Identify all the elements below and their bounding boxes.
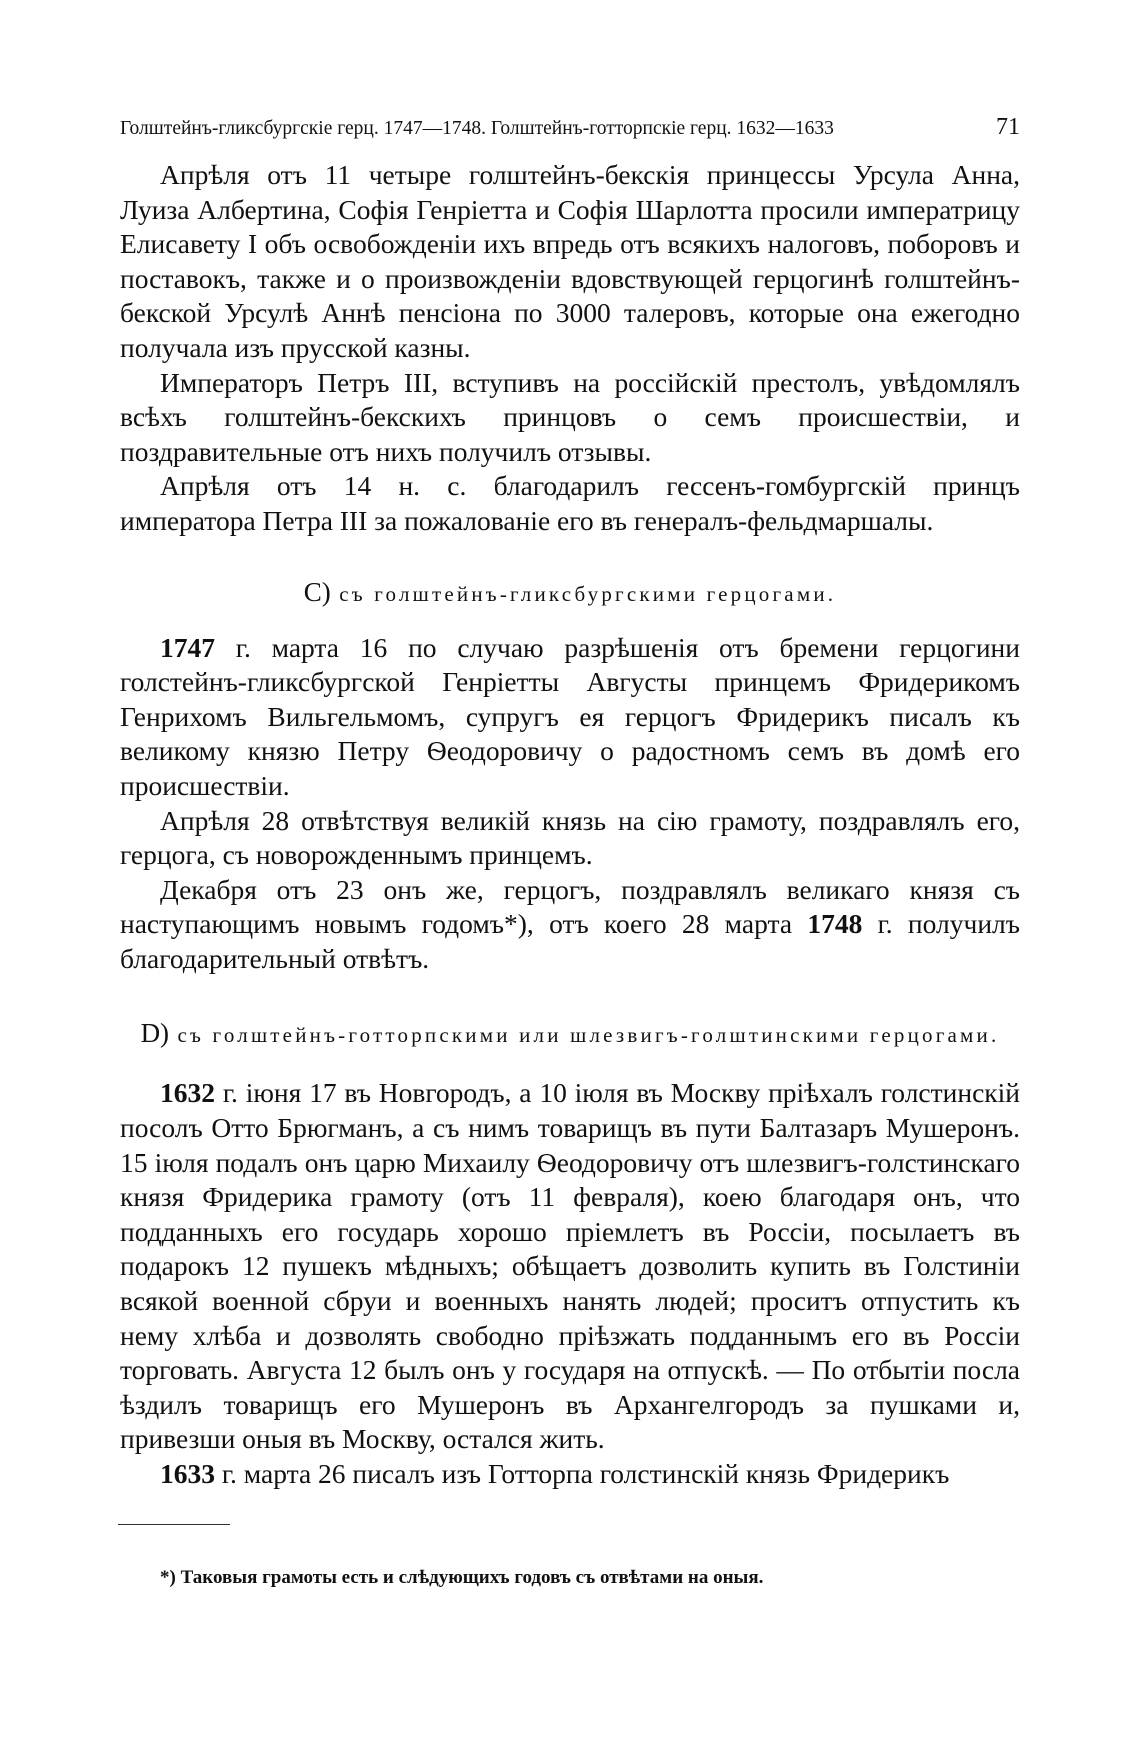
section-heading: [120, 577, 1020, 609]
section-heading: [120, 1018, 1020, 1050]
section-letter: C): [303, 576, 331, 607]
section-intro: [120, 158, 1020, 539]
section-title: съ голштейнъ-гликсбургскими герцогами.: [339, 581, 837, 606]
paragraph: [120, 873, 1020, 977]
year-label: 1632: [160, 1077, 215, 1109]
year-label: 1748: [807, 908, 863, 940]
paragraph: [120, 158, 1020, 366]
section-letter: D): [140, 1018, 170, 1049]
paragraph-text: г. получилъ благодарительный отвѣтъ.: [120, 908, 1020, 974]
paragraph: [120, 469, 1020, 538]
footnote: *) Таковыя грамоты есть и слѣдующихъ годовъ съ отвѣтами на оныя.: [160, 1567, 764, 1588]
paragraph: [120, 631, 1020, 804]
page-number: 71: [996, 116, 1020, 140]
paragraph-text: г. марта 16 по случаю разрѣшенія отъ бремени герцогини голстейнъ-гликсбургской Генріетты Августы принцемъ Фридерикомъ Генрихомъ Вильгельмомъ, супругъ ея герцогъ Фридерикъ писалъ къ великому князю Петру Ѳеодоровичу о радостномъ семъ въ домѣ его происшествіи.: [120, 631, 1020, 801]
paragraph: [120, 366, 1020, 470]
section-d: [120, 1018, 1020, 1491]
section-title: съ голштейнъ-готторпскими или шлезвигъ-голштинскими герцогами.: [177, 1023, 1000, 1048]
year-label: 1747: [160, 631, 215, 663]
paragraph: [120, 1076, 1020, 1457]
paragraph: [120, 804, 1020, 873]
paragraph-text: Декабря отъ 23 онъ же, герцогъ, поздравлялъ великаго князя съ наступающимъ новымъ годомъ*), отъ коего 28 марта: [120, 873, 1020, 940]
running-title: Голштейнъ-гликсбургскіе герц. 1747—1748. Голштейнъ-готторпскіе герц. 1632—1633: [120, 118, 834, 139]
running-header: [120, 116, 1020, 142]
paragraph: [120, 1457, 1020, 1492]
year-label: 1633: [160, 1458, 215, 1489]
section-c: [120, 577, 1020, 977]
paragraph-text: Апрѣля отъ 11 четыре голштейнъ-бекскія принцессы Урсула Анна, Луиза Албертина, Софія Генріетта и Софія Шарлотта просили императрицу Елисавету I объ освобожденіи ихъ впредь отъ всякихъ налоговъ, поборовъ и поставокъ, также и о произвожденіи вдовствующей герцогинѣ голштейнъ-бекской Урсулѣ Аннѣ пенсіона по 3000 талеровъ, которые она ежегодно получала изъ прусской казны.: [120, 159, 1020, 363]
paragraph-text: Апрѣля 28 отвѣтствуя великій князь на сію грамоту, поздравлялъ его, герцога, съ новорожденнымъ принцемъ.: [120, 804, 1020, 871]
paragraph-text: г. іюня 17 въ Новгородъ, а 10 іюля въ Москву пріѣхалъ голстинскій посолъ Отто Брюгманъ, а съ нимъ товарищъ въ пути Балтазаръ Мушеронъ. 15 іюля подалъ онъ царю Михаилу Ѳеодоровичу отъ шлезвигъ-голстинскаго князя Фридерика грамоту (отъ 11 февраля), коею благодаря онъ, что подданныхъ его государь хорошо пріемлетъ въ Россіи, посылаетъ въ подарокъ 12 пушекъ мѣдныхъ; обѣщаетъ дозволить купить въ Голстиніи всякой военной сбруи и военныхъ нанять людей; проситъ отпустить къ нему хлѣба и дозволять свободно пріѣзжать подданнымъ его въ Россіи торговать. Августа 12 былъ онъ у государя на отпускѣ. — По отбытіи посла ѣздилъ товарищъ его Мушеронъ въ Архангелгородъ за пушками и, привезши оныя въ Москву, остался жить.: [120, 1077, 1020, 1455]
footnote-rule: [118, 1524, 230, 1525]
paragraph-text: Императоръ Петръ III, вступивъ на россійскій престолъ, увѣдомлялъ всѣхъ голштейнъ-бекскихъ принцовъ о семъ происшествіи, и поздравительные отъ нихъ получилъ отзывы.: [120, 366, 1020, 467]
paragraph-text: Апрѣля отъ 14 н. с. благодарилъ гессенъ-гомбургскій принцъ императора Петра III за пожалованіе его въ генералъ-фельдмаршалы.: [120, 470, 1020, 536]
page-body: [120, 158, 1020, 1492]
paragraph-text: г. марта 26 писалъ изъ Готторпа голстинскій князь Фридерикъ: [215, 1458, 950, 1489]
